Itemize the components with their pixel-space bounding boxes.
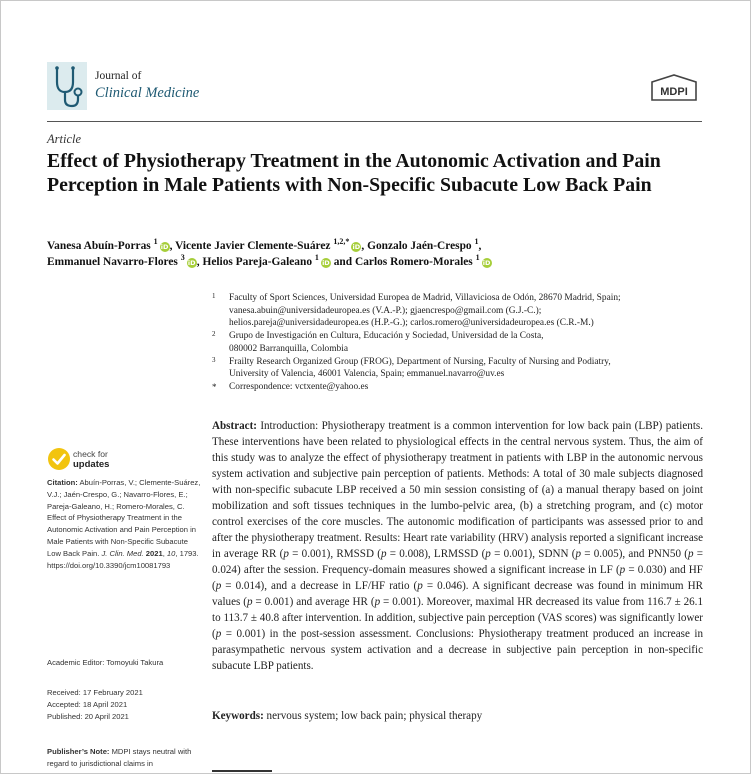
- date-published: Published: 20 April 2021: [47, 711, 129, 721]
- author-name[interactable]: Vicente Javier Clemente-Suárez: [175, 240, 331, 252]
- journal-title: [95, 71, 199, 100]
- keywords: Keywords: nervous system; low back pain; physical therapy: [212, 710, 483, 722]
- author-name[interactable]: Emmanuel Navarro-Flores: [47, 256, 178, 268]
- author-and: and: [333, 256, 353, 268]
- orcid-icon[interactable]: iD: [322, 259, 330, 267]
- author-sup: 1: [475, 253, 480, 262]
- citation-label: Citation:: [47, 478, 78, 487]
- article-type: Article: [47, 132, 82, 146]
- date-received: Received: 17 February 2021: [47, 688, 143, 697]
- mdpi-logo-icon: [648, 74, 700, 102]
- check-for-updates-label[interactable]: check for updates: [73, 449, 110, 470]
- author-sup: 1: [153, 237, 158, 246]
- header-rule: [47, 121, 702, 122]
- orcid-icon[interactable]: iD: [160, 243, 169, 251]
- publisher-note: Publisher’s Note: MDPI stays neutral with regard to jurisdictional claims in: [47, 747, 192, 768]
- publication-dates: [47, 687, 202, 722]
- author-sup: 1: [474, 237, 479, 246]
- abstract-label: Abstract:: [212, 420, 257, 432]
- orcid-icon[interactable]: iD: [187, 259, 196, 267]
- journal-name: Clinical Medicine: [95, 84, 200, 101]
- orcid-icon[interactable]: iD: [482, 259, 491, 267]
- check-for-updates-icon[interactable]: [47, 447, 71, 471]
- affiliation-3: 3 Frailty Research Organized Group (FROG), Department of Nursing, Faculty of Nursing and Podiatry, University of Valencia, 46001 Valencia, Spain; emmanuel.navarro@uv.es: [212, 355, 611, 380]
- author-name[interactable]: Vanesa Abuín-Porras: [47, 240, 151, 252]
- publisher-note-label: Publisher’s Note:: [47, 747, 110, 756]
- section-heading-fragment: [212, 770, 272, 772]
- article-title: Effect of Physiotherapy Treatment in the Autonomic Activation and Pain Perception in Male Patients with Non-Specific Subacute Low Back Pain: [47, 150, 661, 196]
- abstract: Abstract: Introduction: Physiotherapy treatment is a common intervention for low back pain (LBP) patients. These interventions have been related to physiological effects in the central nervous system. Thus, the aim of this study was to analyze the effect of physiotherapy treatment in patients with LBP in the autonomic nervous system activation and subjective pain perception of patients. Methods: A total of 30 male subjects diagnosed with non-specific subacute LBP received a 50 min session consisting of (a) a manual therapy based on joint mobilization and soft tissues techniques in the lumbo-pelvic area, (b) a stretching program, and (c) motor control exercises of the core muscles. The autonomic modification of participants was assessed prior to and after the physiotherapy treatment. Results: Heart rate variability (HRV) analysis reported a significant increase in average RR (p = 0.001), RMSSD (p = 0.008), LRMSSD (p = 0.001), SDNN (p = 0.005), and PNN50 (p = 0.024) after the session. Frequency-domain measures showed a significant increase in LF (p = 0.030) and HF (p = 0.014), and a decrease in LF/HF ratio (p = 0.046). A significant decrease was found in minimum HR values (p = 0.001) and average HR (p = 0.001). Moreover, maximal HR decreased its value from 116.7 ± 26.1 to 113.7 ± 40.8 after intervention. In addition, subjective pain perception (VAS scores) was significantly lower (p = 0.001) in the post-session assessment. Conclusions: Physiotherapy treatment produced an increase in parasympathetic nervous system activation and a decrease in subjective pain perception in non-specific subacute LBP patients.: [212, 420, 703, 672]
- affiliation-2: 2 Grupo de Investigación en Cultura, Educación y Sociedad, Universidad de la Costa, 080002 Barranquilla, Colombia: [212, 330, 544, 354]
- author-list: Vanesa Abuín-Porras $^1$iD, Vicente Javier Clemente-Suárez $^{1,2,*}$iD, Gonzalo Jaén-Crespo $^1$, Emmanuel Navarro-Flores $^3$iD, Helios Pareja-Galeano $^1$iD and Carlos Romero-Morales $^1$iD: [47, 237, 491, 268]
- journal-prefix: Journal of: [95, 70, 142, 82]
- author-sup: 1,2,*: [333, 237, 350, 246]
- citation: Citation: Abuín-Porras, V.; Clemente-Suárez, V.J.; Jaén-Crespo, G.; Navarro-Flores, E.; Pareja-Galeano, H.; Romero-Morales, C. Effect of Physiotherapy Treatment in the Autonomic Activation and Pain Perception in Male Patients with Non-Specific Subacute Low Back Pain. J. Clin. Med. 2021, 10, 1793. https://doi.org/10.3390/jcm10081793: [47, 478, 201, 570]
- orcid-icon[interactable]: iD: [352, 243, 361, 251]
- academic-editor: Academic Editor: Tomoyuki Takura: [47, 658, 164, 667]
- author-name[interactable]: Carlos Romero-Morales: [354, 256, 473, 268]
- correspondence: * Correspondence: vctxente@yahoo.es: [212, 381, 369, 392]
- author-name[interactable]: Helios Pareja-Galeano: [202, 256, 313, 268]
- stethoscope-logo-icon: [47, 62, 87, 110]
- author-sup: 1: [314, 253, 319, 262]
- keywords-label: Keywords:: [212, 710, 264, 722]
- date-accepted: Accepted: 18 April 2021: [47, 699, 128, 709]
- publisher-name: MDPI: [660, 86, 688, 98]
- affiliation-1: 1 Faculty of Sport Sciences, Universidad Europea de Madrid, Villaviciosa de Odón, 28670 Madrid, Spain; vanesa.abuin@universidadeuropea.es (V.A.-P.); gjaencrespo@gmail.com (G.J.-C.); helios.pareja@universidadeuropea.es (H.P.-G.); carlos.romero@universidadeuropea.es (C.R.-M.): [212, 292, 621, 329]
- affiliations: [212, 292, 712, 394]
- author-sup: 3: [180, 253, 185, 262]
- author-name[interactable]: Gonzalo Jaén-Crespo: [367, 240, 472, 252]
